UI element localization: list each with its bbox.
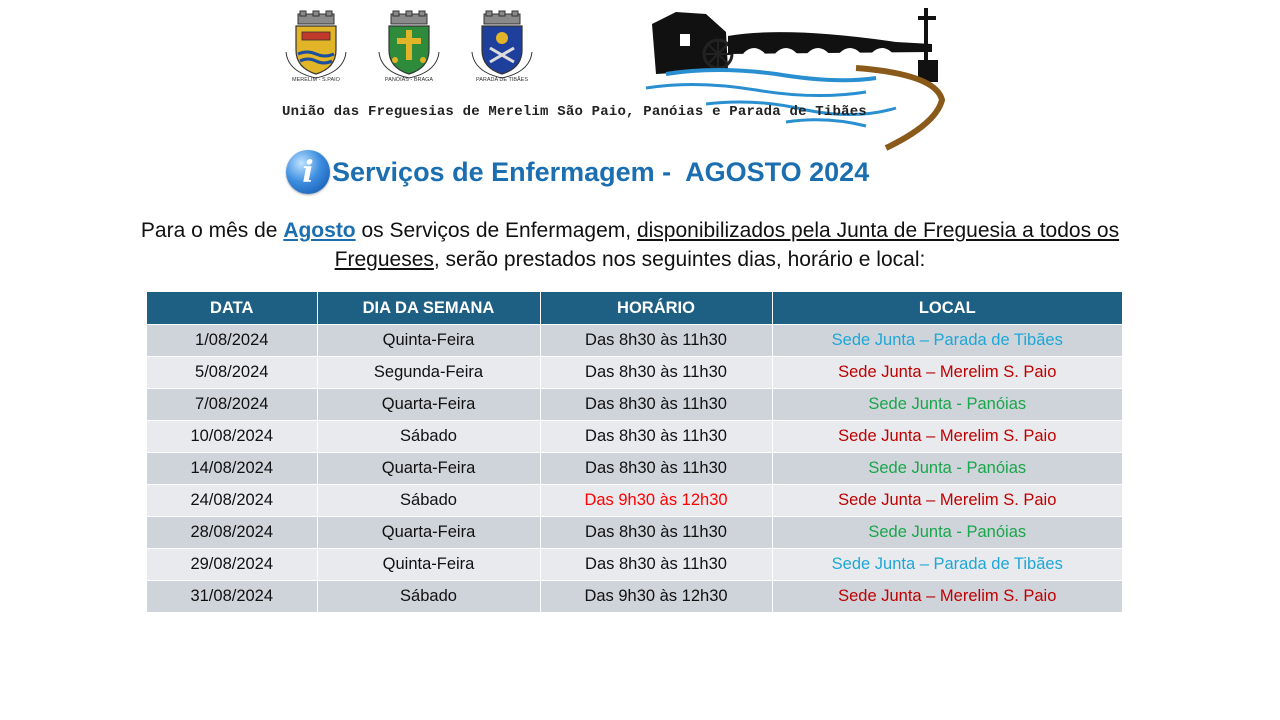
crest-merelim-label: MERELIM - S.PAIO xyxy=(292,77,340,83)
cell-horario: Das 8h30 às 11h30 xyxy=(540,325,772,357)
table-header-row xyxy=(147,292,1122,325)
page-title: Serviços de Enfermagem - AGOSTO 2024 xyxy=(332,156,870,187)
cell-horario: Das 9h30 às 12h30 xyxy=(540,581,772,613)
crest-panoias-label: PANÓIAS - BRAGA xyxy=(384,77,434,83)
river-bridge-icon xyxy=(636,4,952,152)
table-row xyxy=(147,517,1122,549)
table-row xyxy=(147,357,1122,389)
cell-local: Sede Junta - Panóias xyxy=(772,453,1122,485)
cell-horario: Das 8h30 às 11h30 xyxy=(540,453,772,485)
cell-local: Sede Junta – Parada de Tibães xyxy=(772,325,1122,357)
crest-panoias-crown-icon xyxy=(391,11,427,24)
cell-local: Sede Junta - Panóias xyxy=(772,389,1122,421)
intro-paragraph xyxy=(140,216,1120,274)
crest-merelim-icon xyxy=(282,10,350,84)
intro-part2: os Serviços de Enfermagem, xyxy=(355,219,637,242)
cell-dia: Quarta-Feira xyxy=(317,389,540,421)
title-block xyxy=(286,150,869,194)
schedule-table xyxy=(147,292,1122,612)
crest-parada-crown-icon xyxy=(484,11,520,24)
intro-underlined: disponibilizados pela Junta de Freguesia a todos os Fregueses xyxy=(334,219,1120,271)
cell-horario: Das 9h30 às 12h30 xyxy=(540,485,772,517)
cell-local: Sede Junta – Merelim S. Paio xyxy=(772,581,1122,613)
table-row xyxy=(147,485,1122,517)
cell-data: 29/08/2024 xyxy=(147,549,317,581)
cell-dia: Segunda-Feira xyxy=(317,357,540,389)
cell-dia: Sábado xyxy=(317,581,540,613)
cell-data: 28/08/2024 xyxy=(147,517,317,549)
cell-data: 10/08/2024 xyxy=(147,421,317,453)
cell-horario: Das 8h30 às 11h30 xyxy=(540,421,772,453)
cell-local: Sede Junta – Parada de Tibães xyxy=(772,549,1122,581)
cell-dia: Quarta-Feira xyxy=(317,453,540,485)
cell-dia: Quarta-Feira xyxy=(317,517,540,549)
cell-dia: Quinta-Feira xyxy=(317,325,540,357)
cell-local: Sede Junta – Merelim S. Paio xyxy=(772,485,1122,517)
cell-horario: Das 8h30 às 11h30 xyxy=(540,517,772,549)
cell-horario: Das 8h30 às 11h30 xyxy=(540,389,772,421)
cell-horario: Das 8h30 às 11h30 xyxy=(540,549,772,581)
table-row xyxy=(147,389,1122,421)
table-row xyxy=(147,453,1122,485)
crest-parada-icon xyxy=(468,10,536,84)
cell-data: 24/08/2024 xyxy=(147,485,317,517)
cell-dia: Quinta-Feira xyxy=(317,549,540,581)
header-dia-semana: DIA DA SEMANA xyxy=(317,292,540,325)
info-icon: i xyxy=(286,150,330,194)
cell-local: Sede Junta – Merelim S. Paio xyxy=(772,357,1122,389)
crest-merelim-crown-icon xyxy=(298,11,334,24)
cell-data: 14/08/2024 xyxy=(147,453,317,485)
header-data: DATA xyxy=(147,292,317,325)
parish-union-name: União das Freguesias de Merelim São Paio, Panóias e Parada de Tibães xyxy=(282,104,867,120)
cell-horario: Das 8h30 às 11h30 xyxy=(540,357,772,389)
header-local: LOCAL xyxy=(772,292,1122,325)
table-row xyxy=(147,581,1122,613)
table-row xyxy=(147,421,1122,453)
table-row xyxy=(147,549,1122,581)
intro-part1: Para o mês de xyxy=(140,219,284,242)
cell-dia: Sábado xyxy=(317,421,540,453)
cell-local: Sede Junta - Panóias xyxy=(772,517,1122,549)
cell-data: 31/08/2024 xyxy=(147,581,317,613)
cell-data: 1/08/2024 xyxy=(147,325,317,357)
crest-panoias-icon xyxy=(375,10,443,84)
cell-data: 7/08/2024 xyxy=(147,389,317,421)
cell-local: Sede Junta – Merelim S. Paio xyxy=(772,421,1122,453)
crest-parada-label: PARADA DE TIBÃES xyxy=(475,77,529,83)
intro-part3: , serão prestados nos seguintes dias, horário e local: xyxy=(433,248,926,271)
header-horario: HORÁRIO xyxy=(540,292,772,325)
cell-dia: Sábado xyxy=(317,485,540,517)
table-row xyxy=(147,325,1122,357)
intro-month-link[interactable]: Agosto xyxy=(283,219,356,242)
cell-data: 5/08/2024 xyxy=(147,357,317,389)
